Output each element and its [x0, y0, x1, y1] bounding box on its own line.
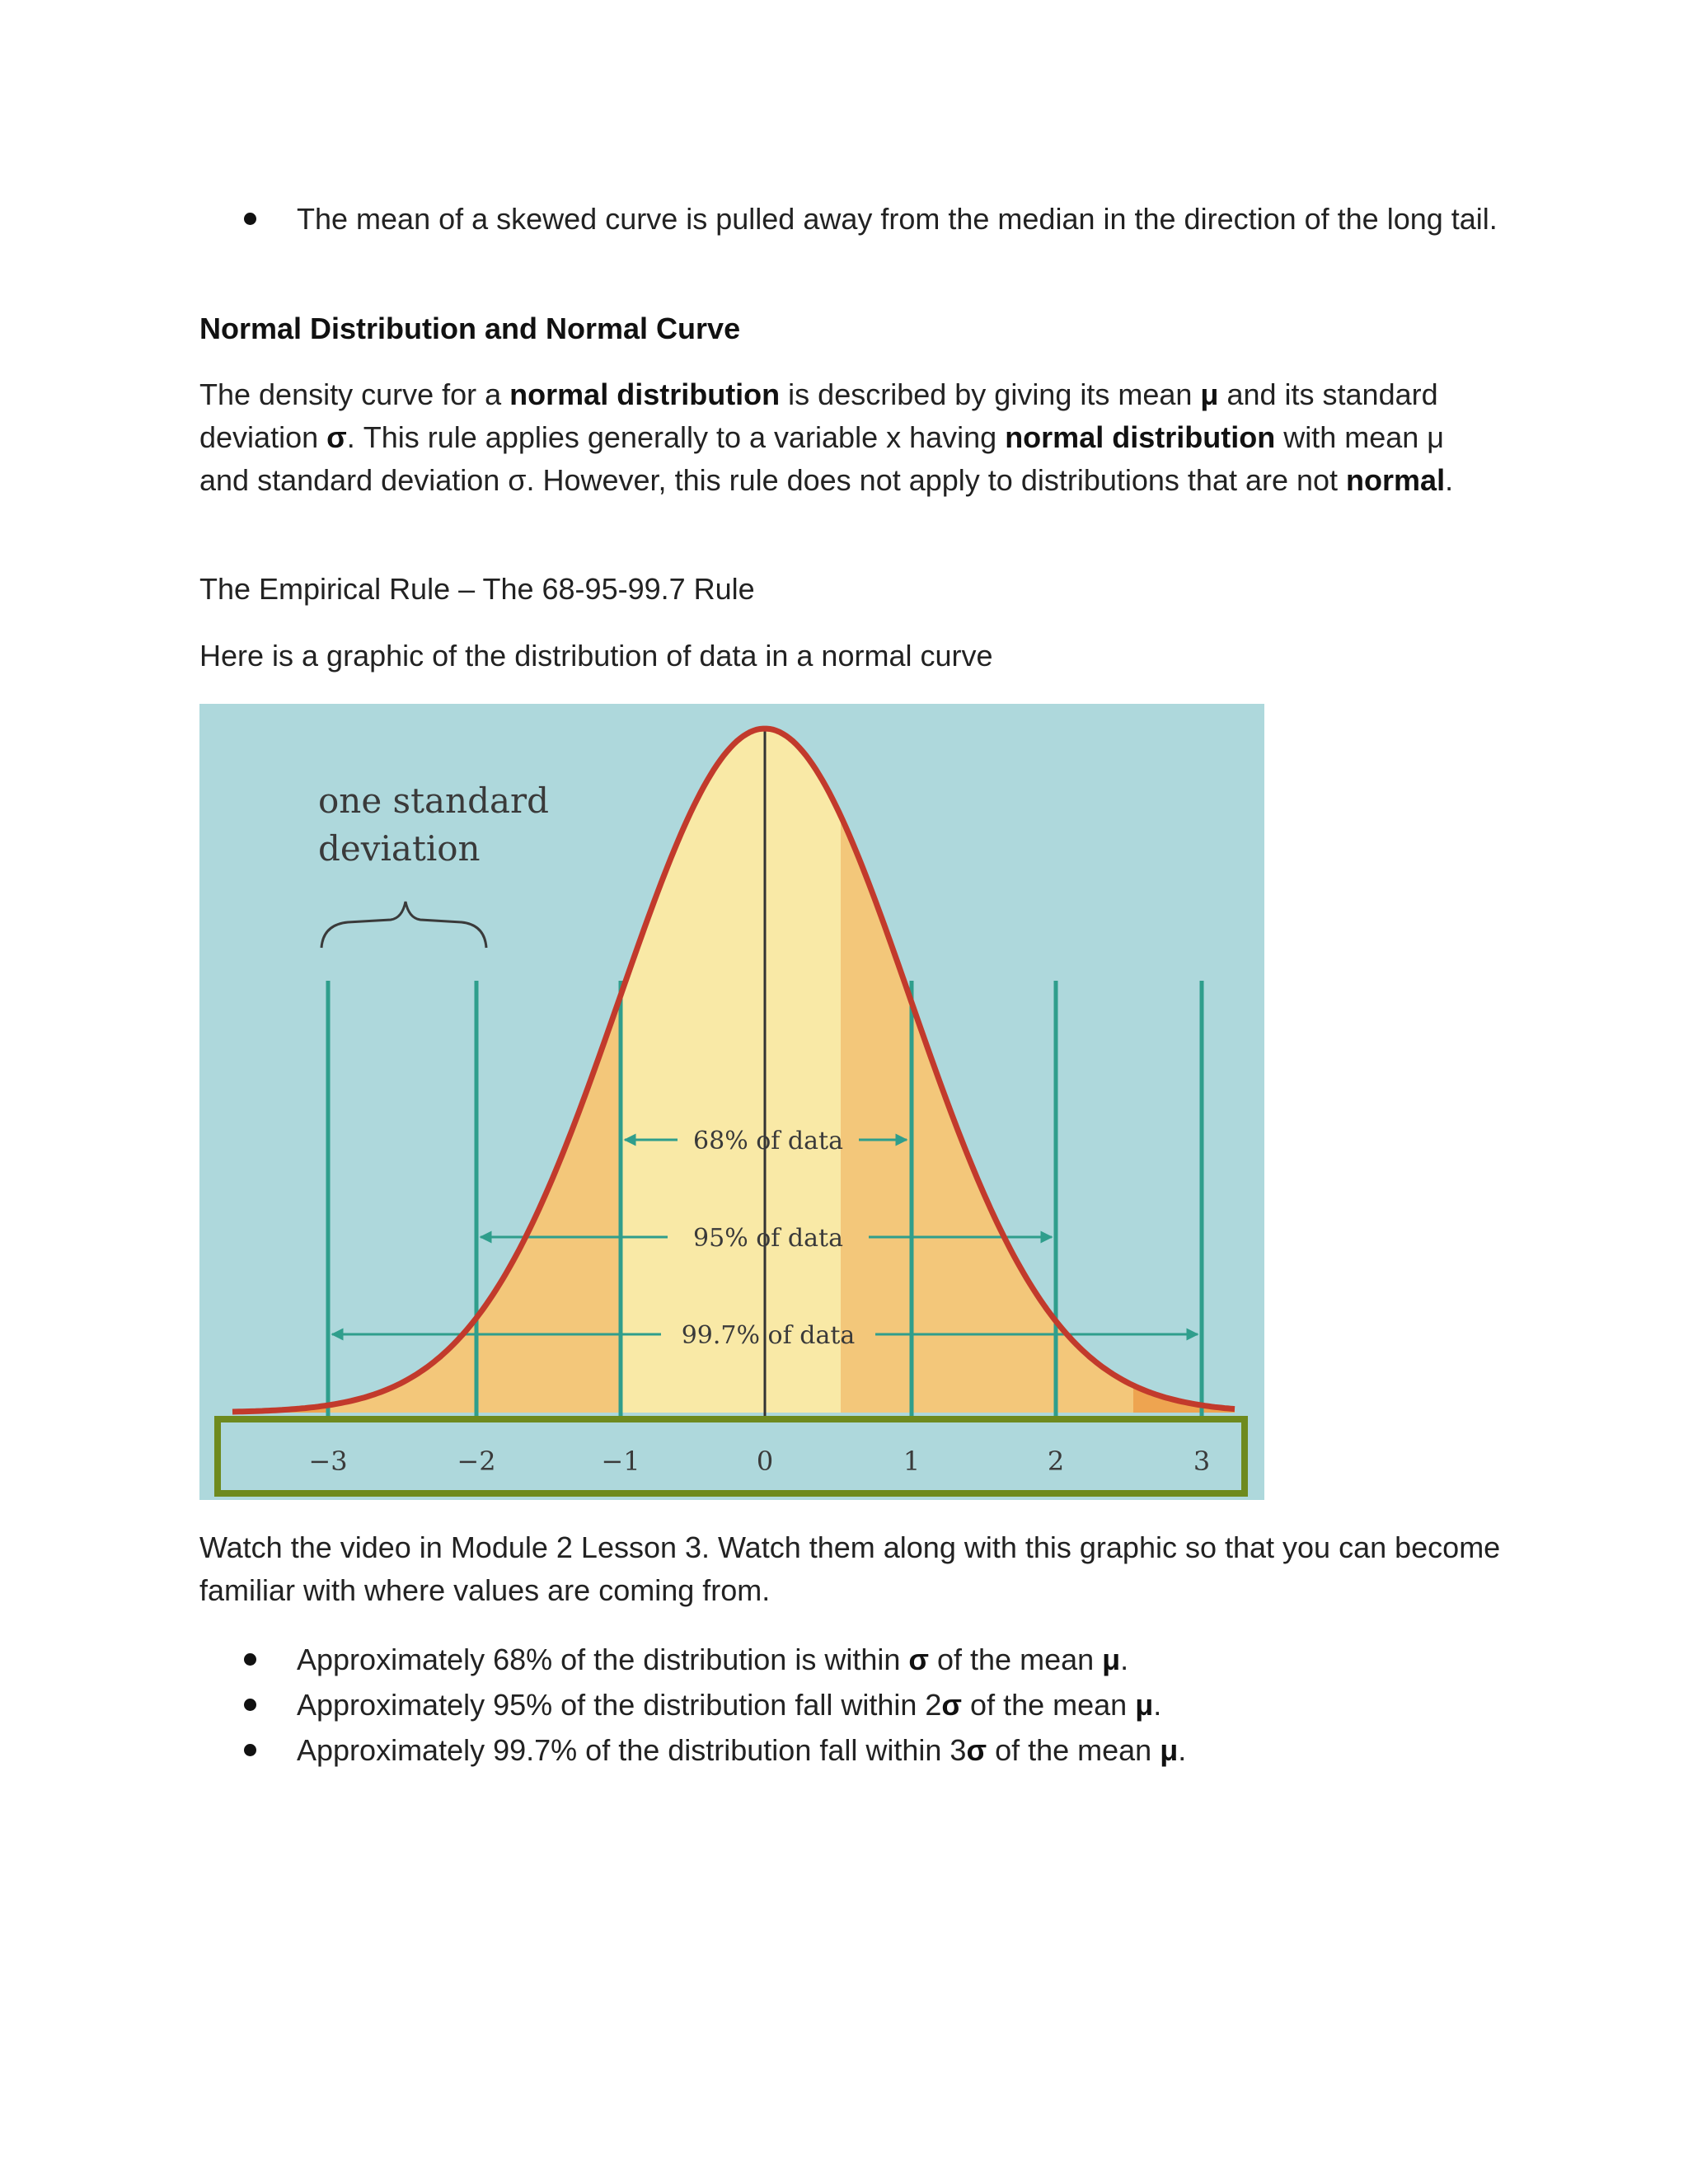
bold-symbol: μ: [1102, 1643, 1121, 1676]
bold-symbol: σ: [966, 1733, 987, 1767]
tick-label: −3: [308, 1446, 348, 1477]
text-run: of the mean: [929, 1643, 1103, 1676]
label-68-percent: 68% of data: [693, 1127, 843, 1155]
text-run: .: [1178, 1733, 1187, 1767]
bullet-dot: [244, 1653, 256, 1666]
graphic-intro: Here is a graphic of the distribution of data in a normal curve: [199, 639, 993, 673]
text-run: .: [1120, 1643, 1129, 1676]
bold-term: normal: [1346, 463, 1446, 497]
text-run: of the mean: [987, 1733, 1160, 1767]
text-run: Approximately 68% of the distribution is within: [297, 1643, 909, 1676]
annotation-line-1: one standard: [318, 780, 549, 821]
tick-label: 1: [903, 1446, 921, 1477]
text-run: of the mean: [962, 1688, 1136, 1722]
text-run: is described by giving its mean: [780, 377, 1201, 411]
density-paragraph: [199, 373, 1502, 502]
bullet-text: The mean of a skewed curve is pulled away from the median in the direction of the long tail.: [297, 202, 1498, 236]
annotation-line-2: deviation: [318, 828, 481, 869]
label-997-percent: 99.7% of data: [681, 1321, 856, 1350]
bold-symbol: σ: [326, 420, 347, 454]
bold-symbol: μ: [1135, 1688, 1154, 1722]
bold-term: normal distribution: [1005, 420, 1276, 454]
bullet-text: [297, 1638, 1500, 1681]
bold-term: normal distribution: [509, 377, 781, 411]
bullet-dot: [244, 1744, 256, 1756]
label-95-percent: 95% of data: [693, 1224, 843, 1253]
bullet-dot: [244, 1699, 256, 1711]
bullet-dot: [244, 213, 256, 225]
rule-title: The Empirical Rule – The 68-95-99.7 Rule: [199, 572, 755, 606]
axis-box: [218, 1419, 1245, 1493]
watch-paragraph: Watch the video in Module 2 Lesson 3. Watch them along with this graphic so that you can become familiar with where values are coming from.: [199, 1530, 1501, 1607]
section-heading: Normal Distribution and Normal Curve: [199, 312, 741, 345]
text-run: . This rule applies generally to a variable x having: [346, 420, 1006, 454]
text-run: The density curve for a: [199, 377, 510, 411]
bold-symbol: σ: [908, 1643, 929, 1676]
text-run: .: [1153, 1688, 1162, 1722]
bullet-text: [297, 1684, 1500, 1727]
tick-label: 0: [756, 1446, 774, 1477]
normal-curve-figure: [199, 704, 1264, 1500]
text-run: Approximately 99.7% of the distribution fall within 3: [297, 1733, 967, 1767]
text-run: with mean μ and standard deviation σ. However, this rule does not apply to distributions that are not: [199, 420, 1445, 497]
tick-label: −2: [457, 1446, 496, 1477]
text-run: .: [1445, 463, 1454, 497]
bold-symbol: μ: [1200, 377, 1219, 411]
text-run: and its standard deviation: [199, 377, 1438, 454]
tick-label: −1: [601, 1446, 640, 1477]
tick-label: 2: [1047, 1446, 1065, 1477]
bold-symbol: μ: [1160, 1733, 1179, 1767]
tick-label: 3: [1193, 1446, 1211, 1477]
normal-curve-graphic: [199, 704, 1264, 1500]
bold-symbol: σ: [941, 1688, 963, 1722]
text-run: Approximately 95% of the distribution fall within 2: [297, 1688, 942, 1722]
bullet-text: [297, 1729, 1500, 1772]
